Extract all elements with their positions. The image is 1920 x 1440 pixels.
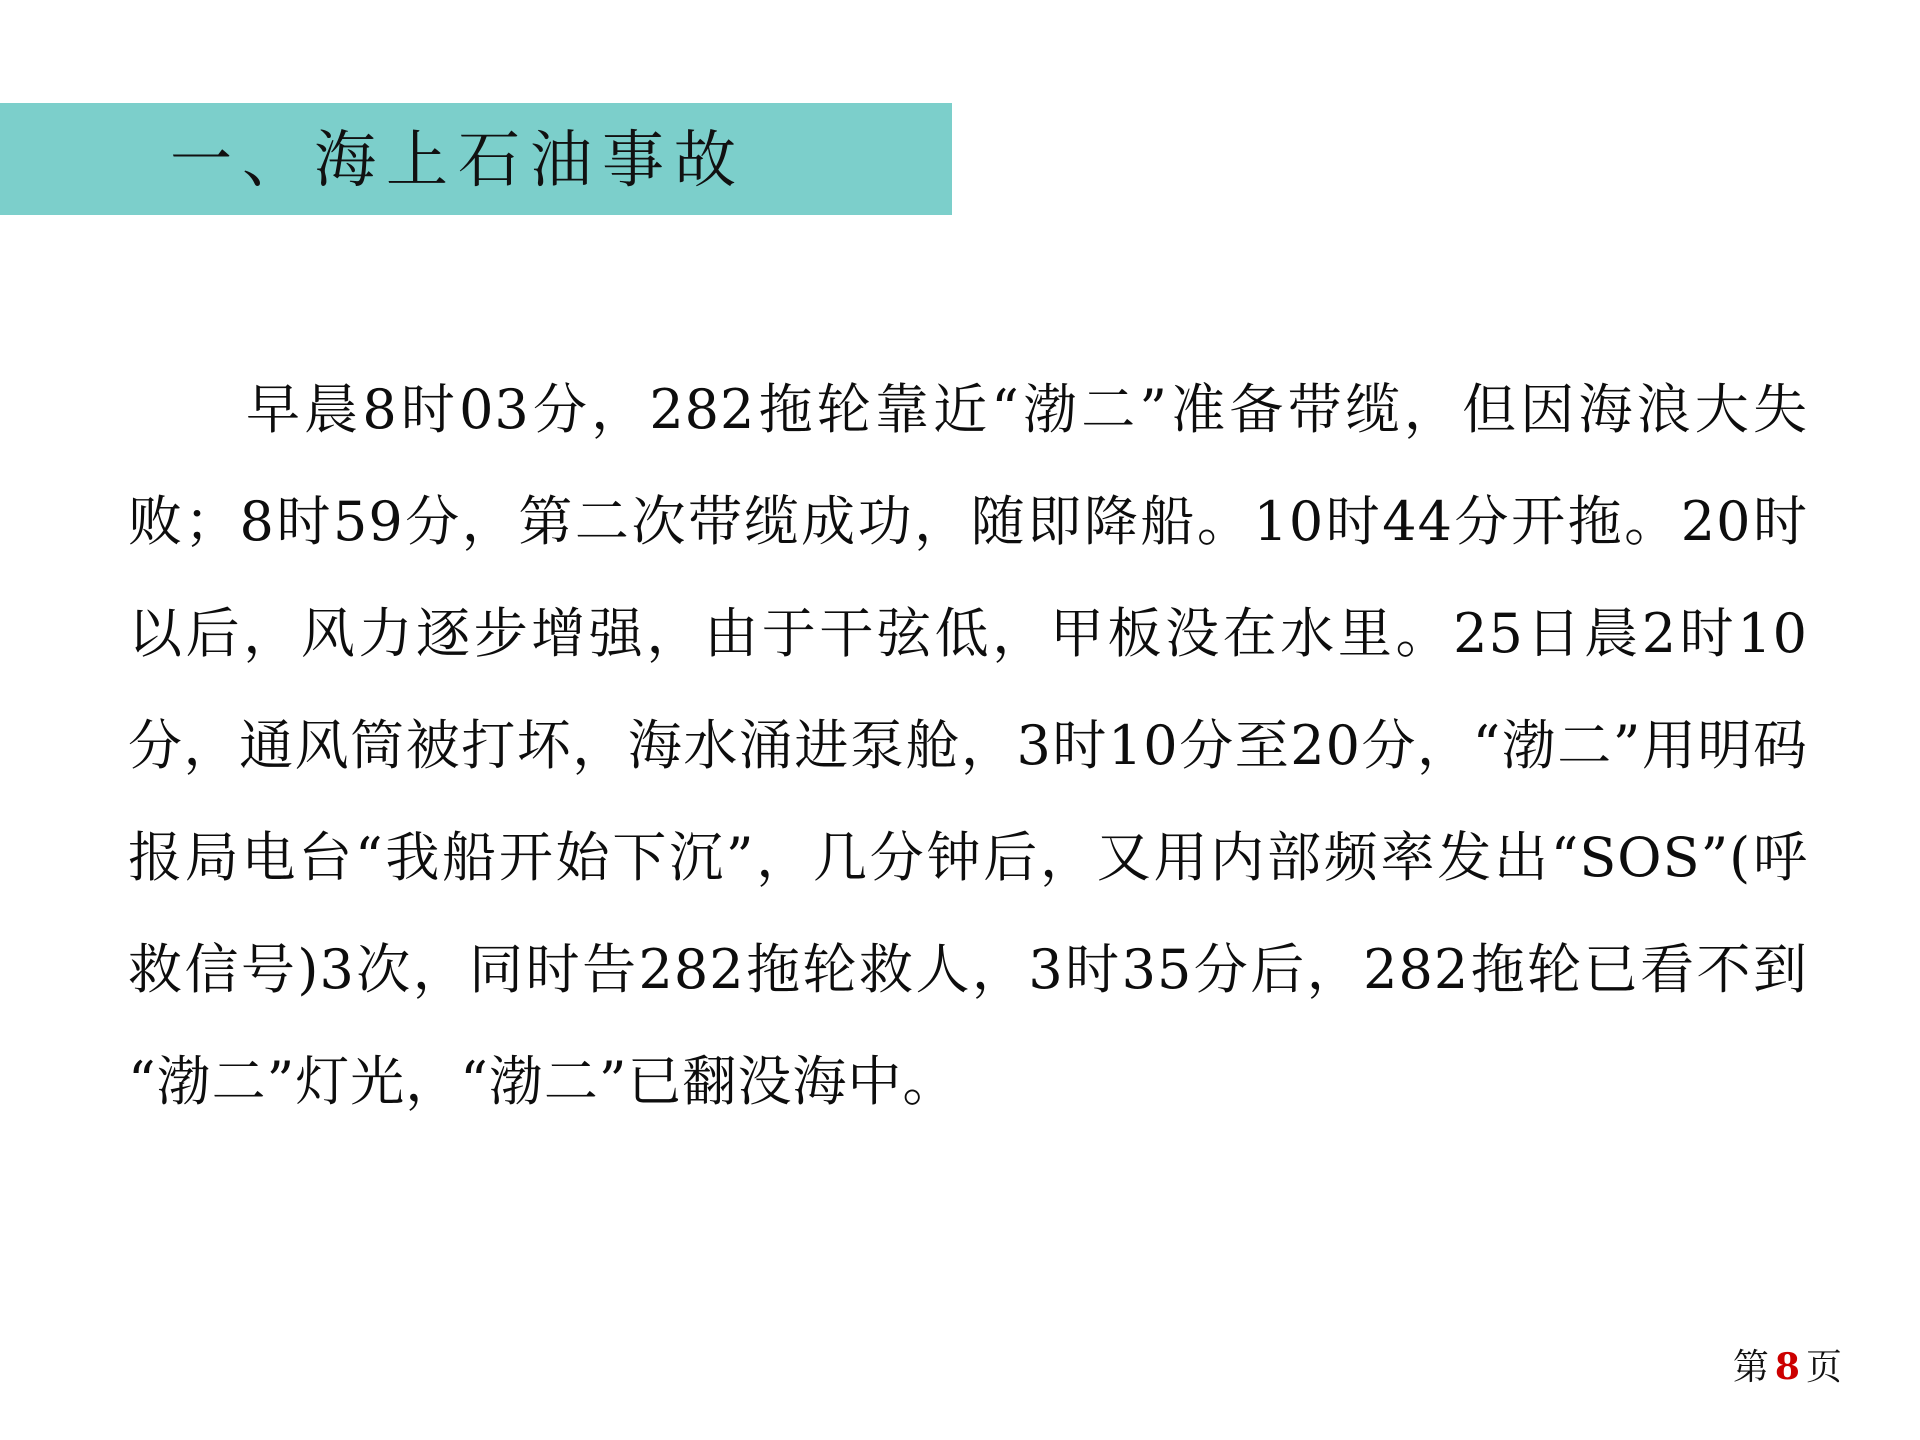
page-title: 一、海上石油事故 <box>170 123 747 196</box>
page-number-prefix: 第 <box>1732 1347 1769 1388</box>
body-content <box>128 300 1808 1192</box>
page-number-value: 8 <box>1774 1346 1800 1388</box>
body-paragraph: 早晨8时03分，282拖轮靠近“渤二”准备带缆，但因海浪大失败；8时59分，第二次带缆成功，随即降船。10时44分开拖。20时以后，风力逐步增强，由于干弦低，甲板没在水里。25日晨2时10分，通风筒被打坏，海水涌进泵舱，3时10分至20分，“渤二”用明码报局电台“我船开始下沉”，几分钟后，又用内部频率发出“SOS”(呼救信号)3次，同时告282拖轮救人，3时35分后，282拖轮已看不到“渤二”灯光，“渤二”已翻没海中。 <box>128 378 1808 1113</box>
page-number-suffix: 页 <box>1805 1347 1842 1388</box>
page-number <box>1733 1339 1842 1390</box>
